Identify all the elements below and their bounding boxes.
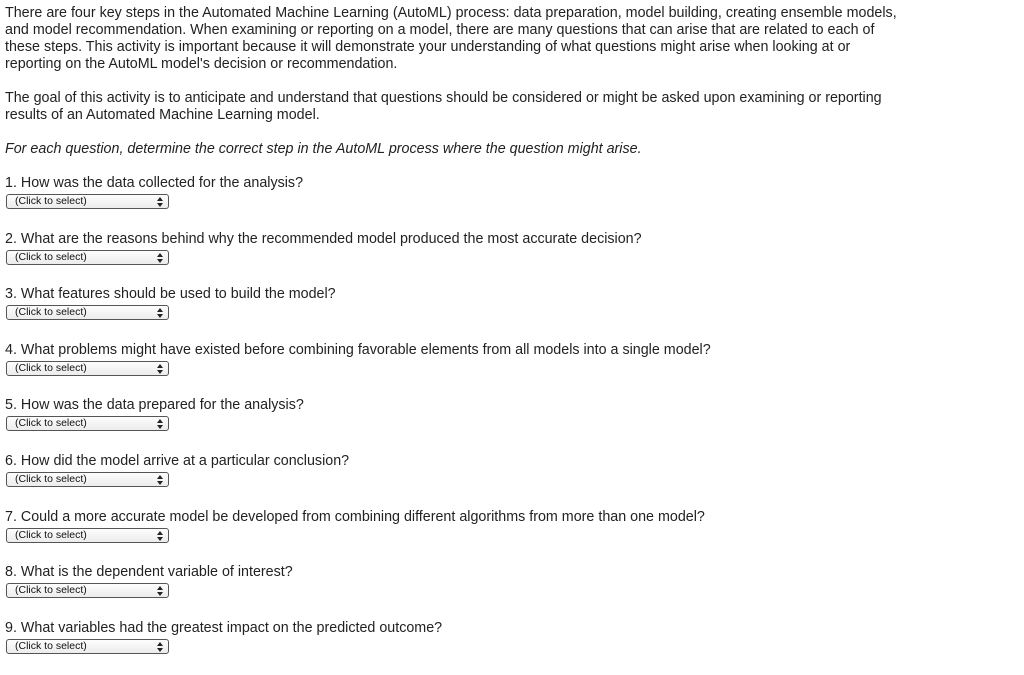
- dropdown-selected-value: (Click to select): [15, 417, 87, 430]
- question-item-3: [5, 286, 905, 342]
- question-text: 2. What are the reasons behind why the recommended model produced the most accurate decision?: [5, 230, 642, 247]
- answer-dropdown-7[interactable]: [6, 528, 169, 543]
- dropdown-selected-value: (Click to select): [15, 584, 87, 597]
- updown-arrows-icon: [157, 642, 163, 652]
- answer-dropdown-4[interactable]: [6, 361, 169, 376]
- question-text: 1. How was the data collected for the analysis?: [5, 175, 304, 191]
- question-text: 3. What features should be used to build the model?: [5, 286, 336, 303]
- dropdown-selected-value: (Click to select): [15, 250, 87, 263]
- answer-dropdown-9[interactable]: [6, 639, 169, 654]
- question-item-8: [5, 564, 905, 620]
- answer-dropdown-3[interactable]: [6, 305, 169, 320]
- updown-arrows-icon: [157, 308, 163, 318]
- dropdown-selected-value: (Click to select): [15, 306, 87, 319]
- question-text: 8. What is the dependent variable of interest?: [5, 564, 293, 581]
- question-text: 7. Could a more accurate model be developed from combining different algorithms from more than one model?: [5, 508, 705, 525]
- answer-dropdown-6[interactable]: [6, 472, 169, 487]
- dropdown-selected-value: (Click to select): [15, 195, 87, 207]
- intro-paragraph: There are four key steps in the Automated Machine Learning (AutoML) process: data preparation, model building, creating ensemble models, and model recommendation. When examining or reporting on a model, there are many questions that can arise that are related to each of these steps. This activity is important because it will demonstrate your understanding of what questions might arise when looking at or reporting on the AutoML model's decision or recommendation.: [5, 5, 897, 72]
- answer-dropdown-1[interactable]: [6, 194, 169, 209]
- question-text: 6. How did the model arrive at a particular conclusion?: [5, 452, 350, 469]
- dropdown-selected-value: (Click to select): [15, 528, 87, 541]
- updown-arrows-icon: [157, 364, 163, 374]
- activity-page: [5, 5, 905, 675]
- updown-arrows-icon: [157, 586, 163, 596]
- answer-dropdown-2[interactable]: [6, 250, 169, 265]
- updown-arrows-icon: [157, 197, 163, 207]
- question-item-1: [5, 175, 905, 231]
- question-item-4: [5, 342, 905, 398]
- question-text: 9. What variables had the greatest impact on the predicted outcome?: [5, 619, 443, 636]
- updown-arrows-icon: [157, 419, 163, 429]
- dropdown-selected-value: (Click to select): [15, 361, 87, 374]
- dropdown-selected-value: (Click to select): [15, 472, 87, 485]
- updown-arrows-icon: [157, 253, 163, 263]
- question-item-7: [5, 509, 905, 565]
- question-text: 5. How was the data prepared for the analysis?: [5, 397, 304, 414]
- instructions-text: For each question, determine the correct step in the AutoML process where the question might arise.: [5, 141, 642, 157]
- question-item-9: [5, 620, 905, 675]
- answer-dropdown-5[interactable]: [6, 416, 169, 431]
- question-list: [5, 175, 905, 675]
- question-item-2: [5, 231, 905, 287]
- question-text: 4. What problems might have existed before combining favorable elements from all models into a single model?: [5, 341, 711, 358]
- answer-dropdown-8[interactable]: [6, 583, 169, 598]
- updown-arrows-icon: [157, 531, 163, 541]
- dropdown-selected-value: (Click to select): [15, 639, 87, 652]
- question-item-5: [5, 397, 905, 453]
- goal-paragraph: The goal of this activity is to anticipate and understand that questions should be considered or might be asked upon examining or reporting results of an Automated Machine Learning model.: [5, 90, 882, 123]
- updown-arrows-icon: [157, 475, 163, 485]
- question-item-6: [5, 453, 905, 509]
